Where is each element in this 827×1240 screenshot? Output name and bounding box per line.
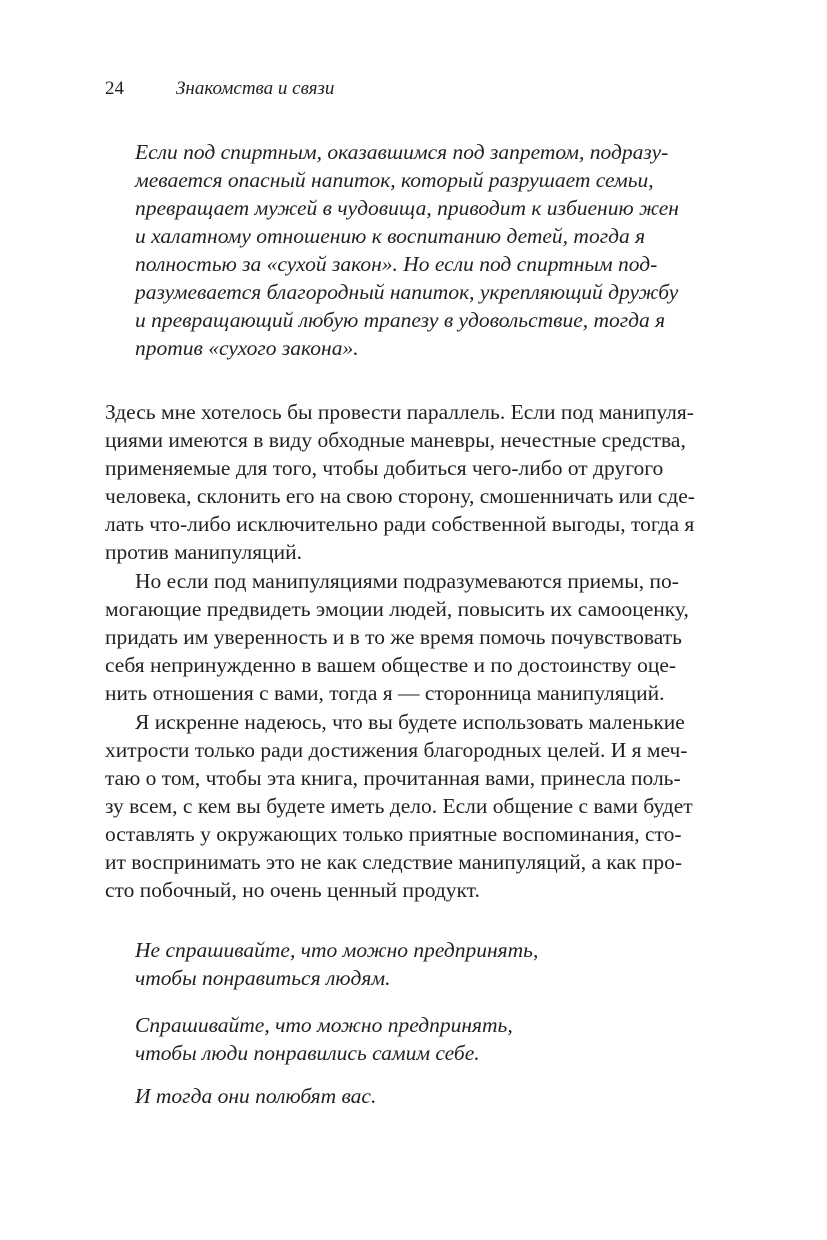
running-header xyxy=(105,78,335,100)
body-line: применяемые для того, чтобы добиться чего-либо от другого xyxy=(105,456,664,480)
body-line: нить отношения с вами, тогда я — сторонница манипуляций. xyxy=(105,681,665,705)
epigraph-line: превращает мужей в чудовища, приводит к избиению жен xyxy=(135,196,679,220)
body-line: Здесь мне хотелось бы провести параллель. Если под манипуля- xyxy=(105,400,694,424)
epigraph-line: и халатному отношению к воспитанию детей, тогда я xyxy=(135,224,646,248)
body-line: придать им уверенность и в то же время помочь почувствовать xyxy=(105,625,682,649)
body-line: оставлять у окружающих только приятные воспоминания, сто- xyxy=(105,822,682,846)
epigraph-line: и превращающий любую трапезу в удовольствие, тогда я xyxy=(135,308,666,332)
running-title: Знакомства и связи xyxy=(176,78,335,99)
body-line: Но если под манипуляциями подразумеваются приемы, по- xyxy=(135,569,679,593)
closing-line: чтобы люди понравились самим себе. xyxy=(135,1041,480,1065)
closing-line: И тогда они полюбят вас. xyxy=(135,1084,377,1108)
body-line: лать что-либо исключительно ради собственной выгоды, тогда я xyxy=(105,512,695,536)
closing-line: Не спрашивайте, что можно предпринять, xyxy=(135,938,539,962)
body-line: себя непринужденно в вашем обществе и по достоинству оце- xyxy=(105,653,677,677)
closing-line: Спрашивайте, что можно предпринять, xyxy=(135,1013,513,1037)
epigraph-line: Если под спиртным, оказавшимся под запретом, подразу- xyxy=(135,140,669,164)
body-line: зу всем, с кем вы будете иметь дело. Если общение с вами будет xyxy=(105,794,693,818)
body-line: сто побочный, но очень ценный продукт. xyxy=(105,878,480,902)
page-number: 24 xyxy=(105,78,124,99)
epigraph-line: полностью за «сухой закон». Но если под спиртным под- xyxy=(135,252,658,276)
body-line: циями имеются в виду обходные маневры, нечестные средства, xyxy=(105,428,686,452)
epigraph-line: мевается опасный напиток, который разрушает семьи, xyxy=(135,168,654,192)
epigraph-line: против «сухого закона». xyxy=(135,336,359,360)
body-line: хитрости только ради достижения благородных целей. И я меч- xyxy=(105,738,688,762)
closing-line: чтобы понравиться людям. xyxy=(135,966,391,990)
body-line: против манипуляций. xyxy=(105,540,302,564)
body-line: могающие предвидеть эмоции людей, повысить их самооценку, xyxy=(105,597,689,621)
body-line: таю о том, чтобы эта книга, прочитанная вами, принесла поль- xyxy=(105,766,681,790)
epigraph-line: разумевается благородный напиток, укрепляющий дружбу xyxy=(135,280,679,304)
body-line: ит воспринимать это не как следствие манипуляций, а как про- xyxy=(105,850,683,874)
body-line: Я искренне надеюсь, что вы будете использовать маленькие xyxy=(135,710,685,734)
body-line: человека, склонить его на свою сторону, смошенничать или сде- xyxy=(105,484,695,508)
